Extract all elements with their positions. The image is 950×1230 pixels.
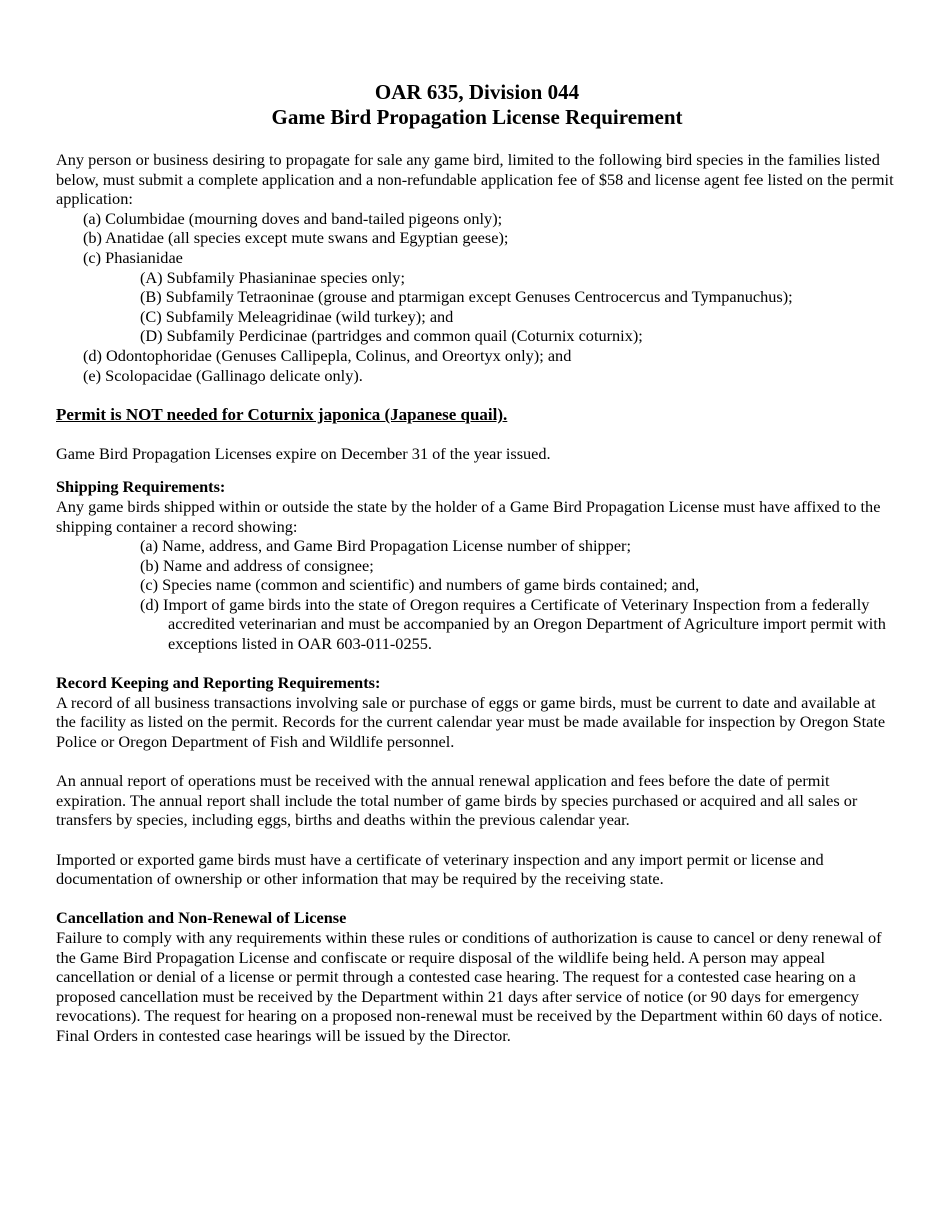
shipping-text: Any game birds shipped within or outside the state by the holder of a Game Bird Propagation License must have affixed to the shipping container a record showing: bbox=[56, 496, 881, 536]
shipping-item: (a) Name, address, and Game Bird Propagation License number of shipper; bbox=[140, 536, 631, 556]
family-list-continued bbox=[56, 346, 898, 385]
subfamily-item: (A) Subfamily Phasianinae species only; bbox=[140, 267, 405, 287]
family-list bbox=[56, 209, 898, 268]
shipping-list bbox=[56, 536, 898, 654]
spacer bbox=[56, 463, 898, 477]
subfamily-item: (B) Subfamily Tetraoninae (grouse and ptarmigan except Genuses Centrocercus and Tympanuchus); bbox=[140, 287, 793, 307]
subfamily-list bbox=[56, 268, 898, 346]
permit-notice: Permit is NOT needed for Coturnix japonica (Japanese quail). bbox=[56, 405, 508, 425]
spacer bbox=[56, 830, 898, 850]
subfamily-item: (D) Subfamily Perdicinae (partridges and common quail (Coturnix coturnix); bbox=[140, 326, 643, 346]
shipping-heading: Shipping Requirements: bbox=[56, 477, 226, 497]
family-item: (a) Columbidae (mourning doves and band-tailed pigeons only); bbox=[83, 208, 503, 228]
family-item: (c) Phasianidae bbox=[83, 247, 183, 267]
family-item: (e) Scolopacidae (Gallinago delicate only). bbox=[83, 365, 363, 385]
family-item: (b) Anatidae (all species except mute swans and Egyptian geese); bbox=[83, 228, 509, 248]
document-title bbox=[56, 80, 898, 130]
family-item: (d) Odontophoridae (Genuses Callipepla, Colinus, and Oreortyx only); and bbox=[83, 345, 572, 365]
shipping-item: (c) Species name (common and scientific) and numbers of game birds contained; and, bbox=[140, 575, 700, 595]
records-paragraph-3: Imported or exported game birds must have a certificate of veterinary inspection and any import permit or license and documentation of ownership or other information that may be required by the receiving state. bbox=[56, 849, 824, 889]
cancellation-heading: Cancellation and Non-Renewal of License bbox=[56, 908, 347, 928]
records-paragraph-1: A record of all business transactions involving sale or purchase of eggs or game birds, must be current to date and available at the facility as listed on the permit. Records for the current calendar year must be made available for inspection by Oregon State Police or Oregon Department of Fish and Wildlife personnel. bbox=[56, 692, 886, 752]
spacer bbox=[56, 889, 898, 909]
expiry-statement: Game Bird Propagation Licenses expire on December 31 of the year issued. bbox=[56, 443, 551, 463]
shipping-item: (b) Name and address of consignee; bbox=[140, 555, 374, 575]
spacer bbox=[56, 752, 898, 772]
records-paragraph-2: An annual report of operations must be received with the annual renewal application and fees before the date of permit expiration. The annual report shall include the total number of game birds by species purchased or acquired and all sales or transfers by species, including eggs, births and deaths within the previous calendar year. bbox=[56, 771, 858, 830]
shipping-item: (d) Import of game birds into the state of Oregon requires a Certificate of Veterinary Inspection from a federally accredited veterinarian and must be accompanied by an Oregon Department of Agriculture import permit with exceptions listed in OAR 603-011-0255. bbox=[140, 594, 886, 654]
records-heading: Record Keeping and Reporting Requirements: bbox=[56, 673, 381, 693]
subfamily-item: (C) Subfamily Meleagridinae (wild turkey); and bbox=[140, 306, 454, 326]
spacer bbox=[56, 654, 898, 674]
title-line-1: OAR 635, Division 044 bbox=[374, 80, 580, 104]
title-line-2: Game Bird Propagation License Requirement bbox=[271, 105, 683, 129]
intro-paragraph: Any person or business desiring to propagate for sale any game bird, limited to the following bird species in the families listed below, must submit a complete application and a non-refundable application fee of $58 and license agent fee listed on the permit application: bbox=[56, 150, 894, 209]
cancellation-text: Failure to comply with any requirements within these rules or conditions of authorization is cause to cancel or deny renewal of the Game Bird Propagation License and confiscate or require disposal of the wildlife being held. A person may appeal cancellation or denial of a license or permit through a contested case hearing. The request for a contested case hearing on a proposed cancellation must be received by the Department within 21 days after service of notice (or 90 days for emergency revocations). The request for hearing on a proposed non-renewal must be received by the Department within 60 days of notice. Final Orders in contested case hearings will be issued by the Director. bbox=[56, 927, 883, 1045]
